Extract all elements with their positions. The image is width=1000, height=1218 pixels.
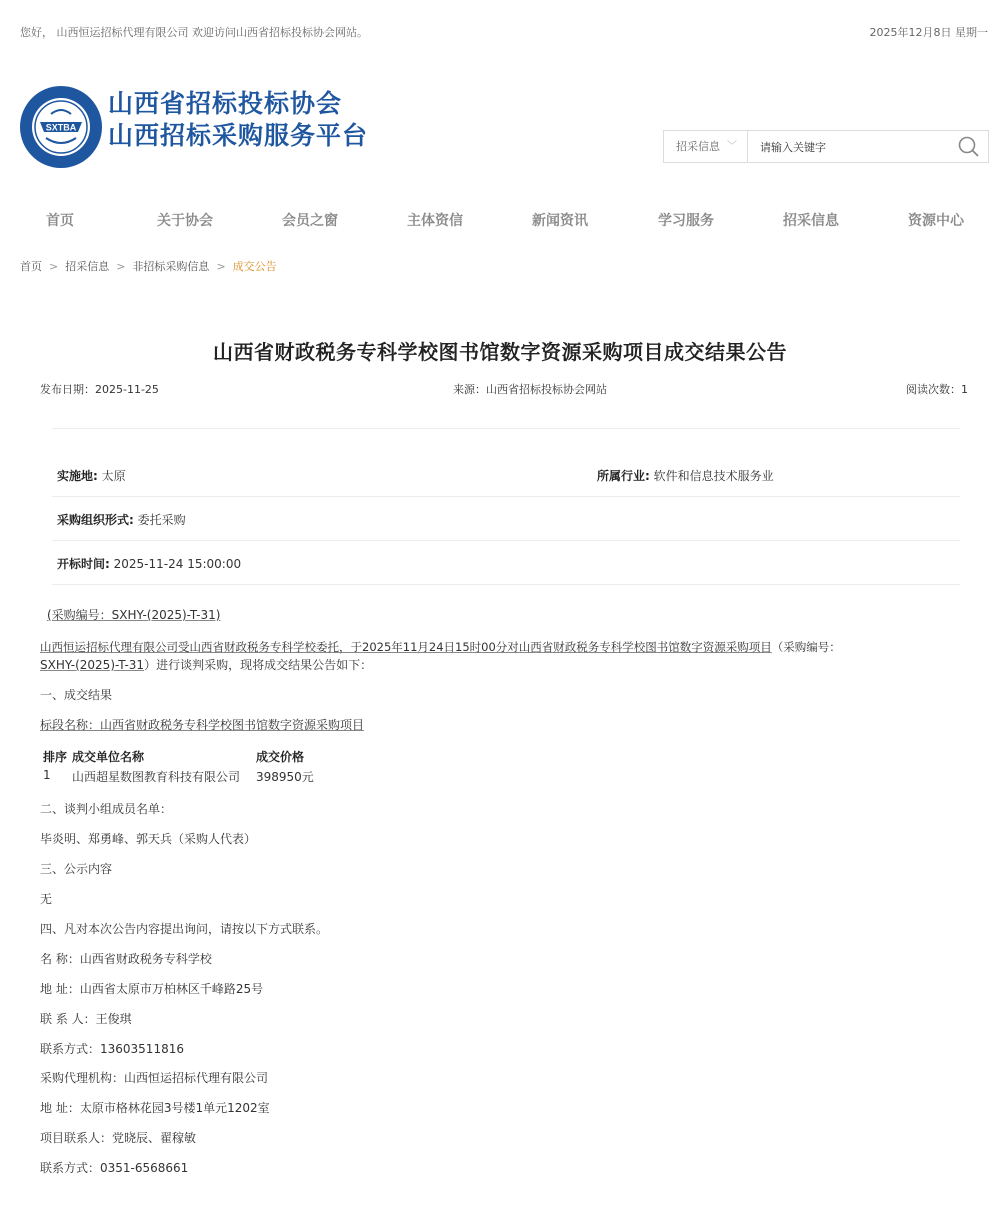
breadcrumb-procurement[interactable]: 招采信息 xyxy=(65,260,110,273)
lot-name: 标段名称：山西省财政税务专科学校图书馆数字资源采购项目 xyxy=(40,718,365,732)
section-heading: 四、凡对本次公告内容提出询问，请按以下方式联系。 xyxy=(40,922,329,936)
info-org-form: 采购组织形式: 委托采购 xyxy=(57,513,186,527)
read-count: 阅读次数：1 xyxy=(906,383,968,396)
breadcrumb-non-tender[interactable]: 非招标采购信息 xyxy=(132,260,210,273)
welcome-text: 您好， 山西恒运招标代理有限公司 欢迎访问山西省招标投标协会网站。 xyxy=(20,26,368,39)
search-category-select[interactable]: 招采信息 ﹀ xyxy=(664,131,748,162)
breadcrumb xyxy=(20,258,277,274)
info-location: 实施地: 太原 xyxy=(57,469,126,483)
publish-date: 发布日期：2025-11-25 xyxy=(40,383,159,396)
agency-phone: 联系方式：0351-6568661 xyxy=(40,1161,189,1175)
nav-item-credit[interactable]: 主体资信 xyxy=(407,213,463,229)
nav-item-procurement[interactable]: 招采信息 xyxy=(783,213,839,229)
association-logo[interactable] xyxy=(18,84,104,170)
divider xyxy=(52,540,960,541)
nav-item-home[interactable]: 首页 xyxy=(46,213,74,229)
current-date: 2025年12月8日 星期一 xyxy=(869,26,988,39)
search-button[interactable] xyxy=(956,135,982,159)
article-title: 山西省财政税务专科学校图书馆数字资源采购项目成交结果公告 xyxy=(213,340,787,364)
chevron-down-icon: ﹀ xyxy=(727,141,737,152)
section-heading: 三、公示内容 xyxy=(40,862,113,876)
site-header xyxy=(0,80,1000,175)
nav-item-resources[interactable]: 资源中心 xyxy=(908,213,964,229)
chevron-right-icon: > xyxy=(49,260,59,273)
top-bar xyxy=(0,0,1000,60)
breadcrumb-home[interactable]: 首页 xyxy=(20,260,42,273)
agency-contact-person: 项目联系人：党晓辰、翟稼敏 xyxy=(40,1131,197,1145)
contact-name: 名 称：山西省财政税务专科学校 xyxy=(40,952,212,966)
chevron-right-icon: > xyxy=(216,260,226,273)
site-name-platform: 山西招标采购服务平台 xyxy=(108,121,369,150)
chevron-right-icon: > xyxy=(116,260,126,273)
site-title xyxy=(108,88,368,152)
table-header-cell: 排序 xyxy=(43,750,68,764)
nav-item-news[interactable]: 新闻资讯 xyxy=(532,213,588,229)
publicity-content: 无 xyxy=(40,892,53,906)
nav-item-learning[interactable]: 学习服务 xyxy=(658,213,714,229)
breadcrumb-current: 成交公告 xyxy=(232,260,277,273)
table-header-cell: 成交单位名称 xyxy=(72,750,145,764)
search-input[interactable] xyxy=(760,137,950,157)
table-cell: 山西超星数图教育科技有限公司 xyxy=(72,770,241,784)
logo-seal-icon xyxy=(18,84,104,170)
site-name-association: 山西省招标投标协会 xyxy=(108,89,343,118)
procurement-number: (采购编号：SXHY-(2025)-T-31) xyxy=(47,608,221,622)
agency-name: 采购代理机构：山西恒运招标代理有限公司 xyxy=(40,1071,269,1085)
intro-line-2: SXHY-(2025)-T-31）进行谈判采购，现将成交结果公告如下： xyxy=(40,658,373,672)
nav-item-about[interactable]: 关于协会 xyxy=(157,213,213,229)
intro-line-1: 山西恒运招标代理有限公司受山西省财政税务专科学校委托，于2025年11月24日15时00分对山西省财政税务专科学校图书馆数字资源采购项目（采购编号： xyxy=(40,640,841,654)
panel-members: 毕炎明、郑勇峰、郭天兵（采购人代表） xyxy=(40,832,257,846)
section-heading: 一、成交结果 xyxy=(40,688,113,702)
svg-text:SXTBA: SXTBA xyxy=(45,122,77,133)
contact-person: 联 系 人：王俊琪 xyxy=(40,1012,132,1026)
article-source: 来源：山西省招标投标协会网站 xyxy=(453,383,607,396)
divider xyxy=(52,584,960,585)
contact-address: 地 址：山西省太原市万柏林区千峰路25号 xyxy=(40,982,264,996)
main-nav xyxy=(0,207,1000,237)
table-cell: 398950元 xyxy=(256,770,314,784)
search-icon xyxy=(956,135,982,159)
contact-phone: 联系方式：13603511816 xyxy=(40,1042,184,1056)
divider xyxy=(52,496,960,497)
table-header-cell: 成交价格 xyxy=(256,750,305,764)
table-cell: 1 xyxy=(43,768,51,782)
info-open-time: 开标时间: 2025-11-24 15:00:00 xyxy=(57,557,242,571)
divider xyxy=(52,428,960,429)
search-box xyxy=(663,130,989,163)
section-heading: 二、谈判小组成员名单： xyxy=(40,802,173,816)
agency-address: 地 址：太原市格林花园3号楼1单元1202室 xyxy=(40,1101,270,1115)
nav-item-members[interactable]: 会员之窗 xyxy=(282,213,338,229)
info-industry: 所属行业: 软件和信息技术服务业 xyxy=(597,469,774,483)
